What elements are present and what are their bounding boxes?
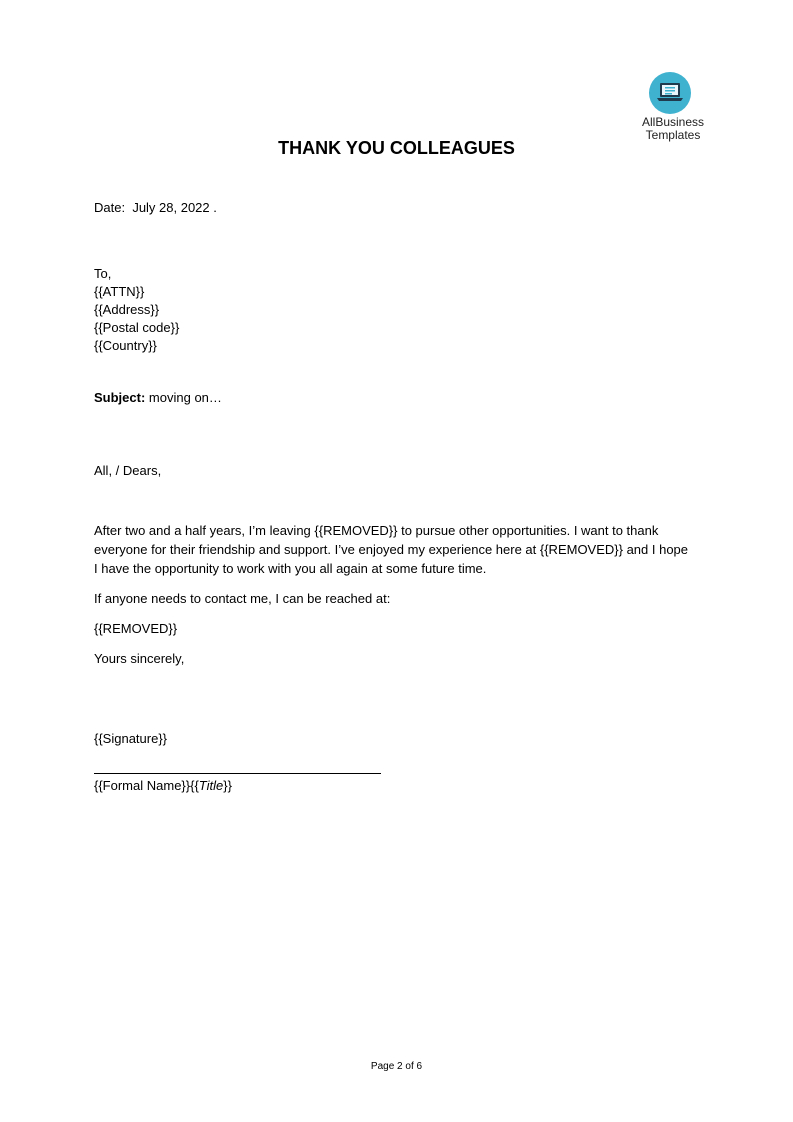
date-value: July 28, 2022 . <box>132 200 217 215</box>
logo-text-line1: AllBusiness <box>641 115 705 129</box>
subject-label: Subject: <box>94 390 146 405</box>
subject-value: moving on… <box>148 390 222 405</box>
signature-line <box>94 773 381 774</box>
recipient-attn: {{ATTN}} <box>94 284 145 299</box>
closing-line: Yours sincerely, <box>94 651 185 666</box>
allbusiness-logo <box>640 72 706 146</box>
page-number: Page 2 of 6 <box>370 1061 423 1072</box>
contact-line: If anyone needs to contact me, I can be reached at: <box>94 591 391 606</box>
recipient-to: To, <box>94 266 112 281</box>
formal-name-row <box>94 777 232 795</box>
date-row <box>94 199 217 217</box>
logo-text-line2: Templates <box>645 128 701 142</box>
recipient-postal-code: {{Postal code}} <box>94 320 180 335</box>
contact-value: {{REMOVED}} <box>94 621 178 636</box>
recipient-address: {{Address}} <box>94 302 160 317</box>
laptop-icon <box>649 72 691 114</box>
title-word: Title <box>198 778 224 793</box>
title-close: }} <box>223 778 232 793</box>
recipient-block <box>94 265 179 355</box>
subject-row <box>94 389 222 407</box>
document-title: THANK YOU COLLEAGUES <box>278 138 515 158</box>
recipient-country: {{Country}} <box>94 338 157 353</box>
date-label: Date: <box>94 200 126 215</box>
signature-placeholder: {{Signature}} <box>94 731 168 746</box>
formal-name: {{Formal Name}}{{ <box>94 778 199 793</box>
body-paragraph: After two and a half years, I’m leaving {{REMOVED}} to pursue other opportunities. I want to thank everyone for their friendship and support. I’ve enjoyed my experience here at {{REMOVED}} and I hope I have the opportunity to work with you all again at some future time. <box>94 523 689 576</box>
greeting: All, / Dears, <box>94 463 162 478</box>
